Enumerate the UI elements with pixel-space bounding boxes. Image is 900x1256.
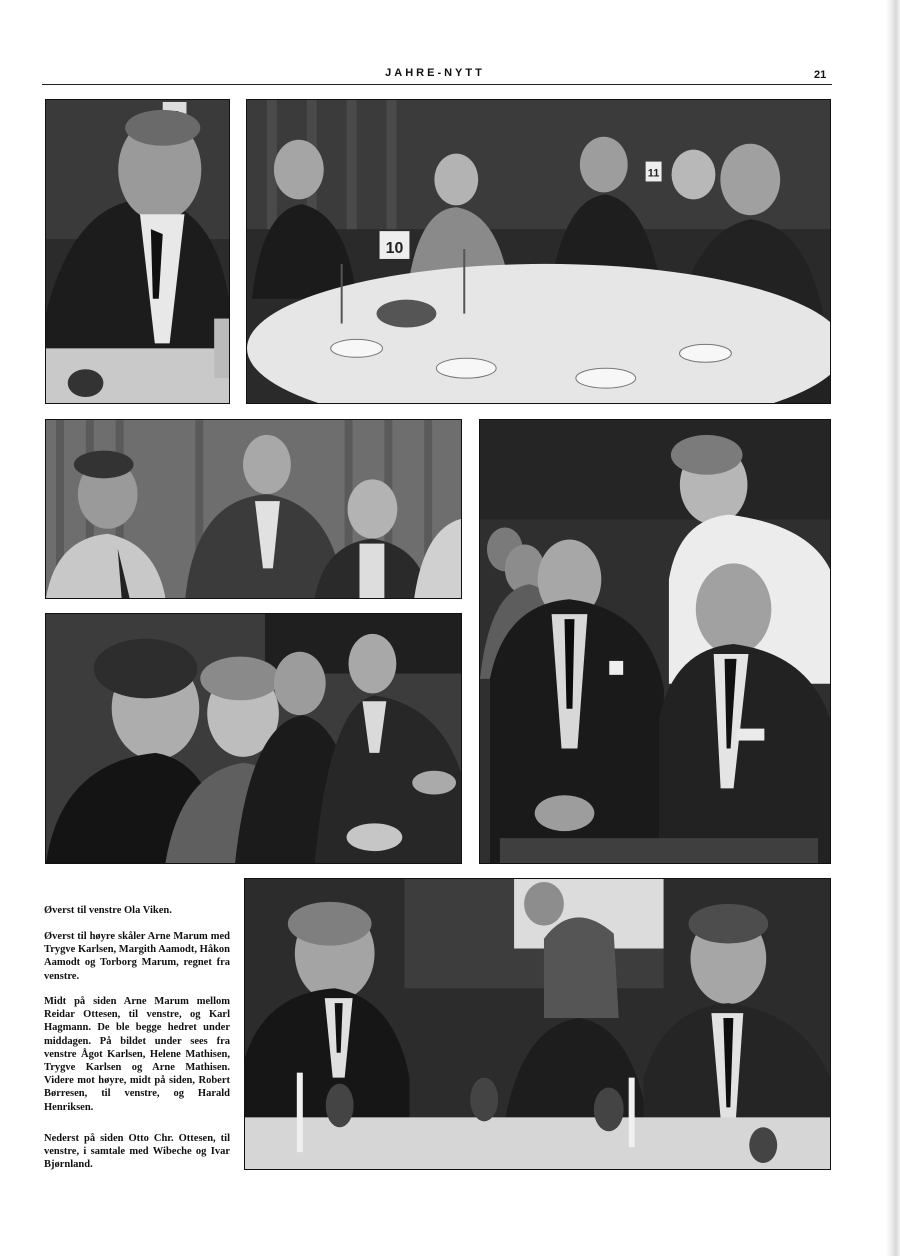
header-rule [42,84,832,85]
photo-two-men-seated [479,419,831,864]
photo-conversation-table [244,878,831,1170]
magazine-title: JAHRE-NYTT [385,67,485,79]
table-number-card: 11 [647,167,660,180]
table-number-card: 10 [385,240,404,257]
caption-bottom: Nederst på siden Otto Chr. Ottesen, til venstre, i samtale med Wibeche og Ivar Bjørnland. [44,1133,230,1171]
page-edge-shadow [886,0,900,1256]
photo-four-seated [45,613,462,864]
caption-top-right: Øverst til høyre skåler Arne Marum med Trygve Karlsen, Margith Aamodt, Håkon Aamodt og Torborg Marum, regnet fra venstre. [44,931,230,982]
page-number: 21 [814,69,827,81]
photo-three-men [45,419,462,599]
photo-toast-table [246,99,831,404]
photo-ola-viken [45,99,230,404]
caption-middle: Midt på siden Arne Marum mellom Reidar Ottesen, til venstre, og Karl Hagmann. De ble begge hedret under middagen. På bildet under sees fra venstre Ågot Karlsen, Helene Mathisen, Trygve Karlsen og Arne Mathisen. Videre mot høyre, midt på siden, Robert Børresen, til venstre, og Harald Henriksen. [44,996,230,1113]
caption-top-left: Øverst til venstre Ola Viken. [44,905,172,916]
